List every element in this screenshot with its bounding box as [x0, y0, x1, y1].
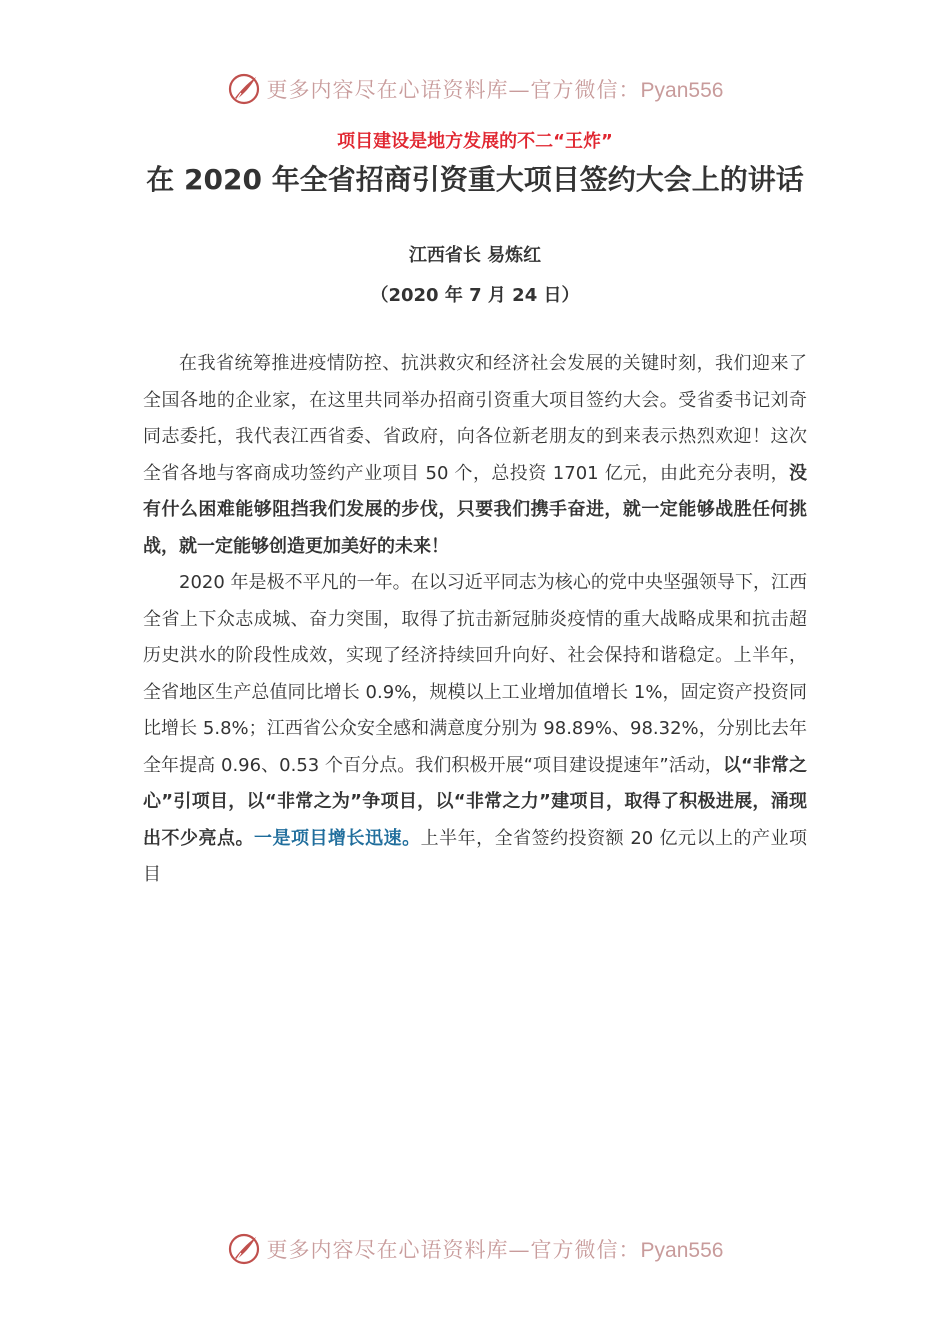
watermark-text: 更多内容尽在心语资料库—官方微信：Pyan556 [266, 1238, 724, 1262]
document-author: 江西省长 易炼红 [408, 245, 542, 266]
watermark-top [0, 72, 950, 106]
bold-text-run: 以“非常之心”引项目，以“非常之为”争项目，以“非常之力”建项目，取得了积极进展，涌现出不少亮点。 [143, 754, 807, 849]
quill-logo-icon [227, 1232, 261, 1266]
document-subtitle: 项目建设是地方发展的不二“王炸” [337, 131, 613, 152]
paragraph-2 [143, 565, 807, 894]
watermark-text: 更多内容尽在心语资料库—官方微信：Pyan556 [266, 78, 724, 102]
text-run: 上半年，全省签约投资额 20 亿元以上的产业项目 [143, 827, 808, 885]
paragraph-1 [143, 346, 807, 565]
watermark-bottom [0, 1232, 950, 1266]
highlight-text-run: 一是项目增长迅速。 [254, 827, 421, 849]
document-body [143, 346, 807, 894]
text-run: 在我省统筹推进疫情防控、抗洪救灾和经济社会发展的关键时刻，我们迎来了全国各地的企业家，在这里共同举办招商引资重大项目签约大会。受省委书记刘奇同志委托，我代表江西省委、省政府，向各位新老朋友的到来表示热烈欢迎！这次全省各地与客商成功签约产业项目 50 个，总投资 1701 亿元，由此充分表明， [143, 353, 807, 484]
document-date: （2020 年 7 月 24 日） [370, 285, 580, 306]
quill-logo-icon [227, 72, 261, 106]
document-title: 在 2020 年全省招商引资重大项目签约大会上的讲话 [146, 163, 804, 196]
bold-text-run: 没有什么困难能够阻挡我们发展的步伐，只要我们携手奋进，就一定能够战胜任何挑战，就一定能够创造更加美好的未来！ [143, 462, 807, 557]
text-run: 2020 年是极不平凡的一年。在以习近平同志为核心的党中央坚强领导下，江西全省上下众志成城、奋力突围，取得了抗击新冠肺炎疫情的重大战略成果和抗击超历史洪水的阶段性成效，实现了经济持续回升向好、社会保持和谐稳定。上半年，全省地区生产总值同比增长 0.9%，规模以上工业增加值增长 1%，固定资产投资同比增长 5.8%；江西省公众安全感和满意度分别为 98.89%、98.32%，分别比去年全年提高 0.96、0.53 个百分点。我们积极开展“项目建设提速年”活动， [143, 572, 807, 776]
